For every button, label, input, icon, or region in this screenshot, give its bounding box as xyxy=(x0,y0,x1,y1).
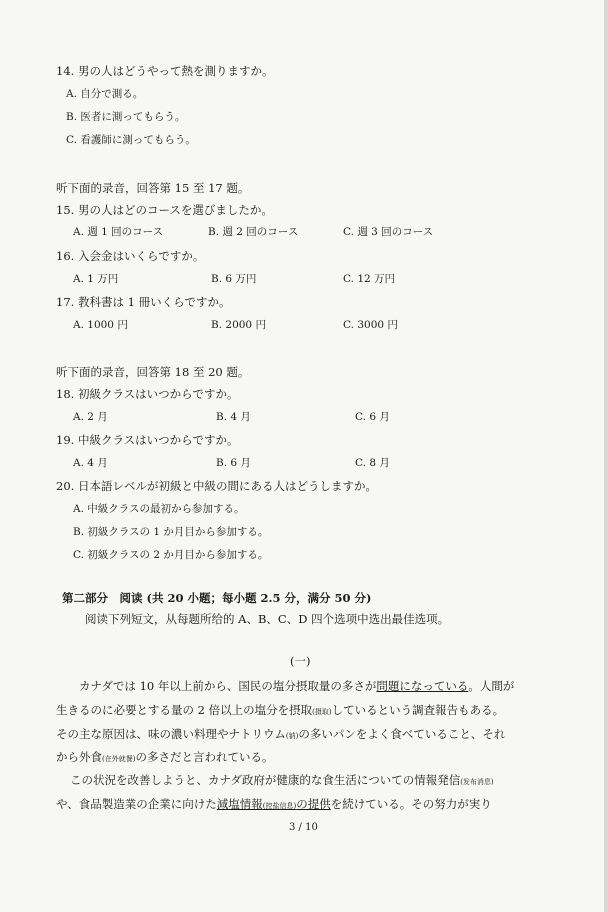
question-18-option-a: A. 2 月 xyxy=(73,411,108,423)
passage-text: や、食品製造業の企業に向けた xyxy=(56,797,217,811)
section-instruction-15-17: 听下面的录音，回答第 15 至 17 题。 xyxy=(56,181,250,195)
question-15-option-b: B. 週 2 回のコース xyxy=(208,226,299,238)
part2-heading: 第二部分 阅读 (共 20 小题；每小题 2.5 分，满分 50 分) xyxy=(62,591,372,605)
question-18-option-b: B. 4 月 xyxy=(216,411,251,423)
passage-line-4 xyxy=(56,750,273,766)
question-15-option-a: A. 週 1 回のコース xyxy=(73,226,164,238)
question-18-stem: 18. 初級クラスはいつからですか。 xyxy=(56,387,239,401)
passage-text: 生きるのに必要とする量の 2 倍以上の塩分を摂取 xyxy=(56,703,313,717)
passage-text: から外食 xyxy=(56,750,102,764)
question-20-option-a: A. 中級クラスの最初から参加する。 xyxy=(73,503,245,515)
question-16-stem: 16. 入会金はいくらですか。 xyxy=(56,249,205,263)
question-16-option-a: A. 1 万円 xyxy=(73,273,119,285)
passage-underlined-text: 減塩情報 xyxy=(216,797,263,811)
question-17-option-c: C. 3000 円 xyxy=(343,319,398,331)
question-14-option-a: A. 自分で測る。 xyxy=(66,88,144,100)
passage-line-2 xyxy=(56,703,504,719)
passage-underlined xyxy=(217,797,331,811)
passage-text: カナダでは 10 年以上前から、国民の塩分摂取量の多さが xyxy=(79,679,377,693)
passage-text: しているという調査報告もある。 xyxy=(331,703,505,717)
part2-instruction: 阅读下列短文，从每题所给的 A、B、C、D 四个选项中选出最佳选项。 xyxy=(85,612,450,626)
passage-text: を続けている。その努力が実り xyxy=(330,797,492,811)
question-14-option-b: B. 医者に測ってもらう。 xyxy=(66,111,186,123)
question-14-stem: 14. 男の人はどうやって熱を測りますか。 xyxy=(56,64,274,78)
question-17-option-a: A. 1000 円 xyxy=(73,319,128,331)
question-18-option-c: C. 6 月 xyxy=(355,411,390,423)
passage-number: (一) xyxy=(290,654,311,668)
passage-line-3 xyxy=(56,727,505,743)
passage-text: 。人間が xyxy=(468,679,515,693)
page-edge-shadow xyxy=(604,0,608,912)
passage-line-6 xyxy=(56,797,492,813)
passage-underlined-text: の提供 xyxy=(296,797,331,811)
passage-annotation: (钠) xyxy=(285,732,299,740)
question-19-option-c: C. 8 月 xyxy=(355,457,390,469)
passage-annotation: (发布消息) xyxy=(460,778,494,786)
question-15-stem: 15. 男の人はどのコースを選びましたか。 xyxy=(56,203,273,217)
passage-underlined: 問題になっている xyxy=(376,679,469,693)
section-instruction-18-20: 听下面的录音，回答第 18 至 20 题。 xyxy=(56,365,250,379)
question-20-option-b: B. 初級クラスの 1 か月目から参加する。 xyxy=(73,526,269,538)
page-number: 3 / 10 xyxy=(289,822,318,833)
question-20-stem: 20. 日本語レベルが初級と中級の間にある人はどうしますか。 xyxy=(56,479,377,493)
question-20-option-c: C. 初級クラスの 2 か月目から参加する。 xyxy=(73,549,269,561)
passage-line-5 xyxy=(70,773,494,789)
question-19-option-a: A. 4 月 xyxy=(73,457,108,469)
question-16-option-c: C. 12 万円 xyxy=(343,273,396,285)
passage-text: の多さだと言われている。 xyxy=(135,750,274,764)
passage-text: その主な原因は、味の濃い料理やナトリウム xyxy=(56,727,286,741)
passage-annotation: (在外就餐) xyxy=(102,755,136,763)
question-19-option-b: B. 6 月 xyxy=(216,457,251,469)
question-19-stem: 19. 中級クラスはいつからですか。 xyxy=(56,433,239,447)
passage-annotation: (控盐信息) xyxy=(262,802,297,810)
question-17-option-b: B. 2000 円 xyxy=(211,319,266,331)
question-17-stem: 17. 教科書は 1 冊いくらですか。 xyxy=(56,295,231,309)
passage-text: この状況を改善しようと、カナダ政府が健康的な食生活についての情報発信 xyxy=(70,773,461,787)
question-14-option-c: C. 看護師に測ってもらう。 xyxy=(66,134,196,146)
passage-text: の多いパンをよく食べていること、それ xyxy=(298,727,506,741)
passage-annotation: (摄取) xyxy=(312,708,332,716)
question-16-option-b: B. 6 万円 xyxy=(211,273,257,285)
question-15-option-c: C. 週 3 回のコース xyxy=(343,226,434,238)
passage-line-1 xyxy=(79,679,514,693)
